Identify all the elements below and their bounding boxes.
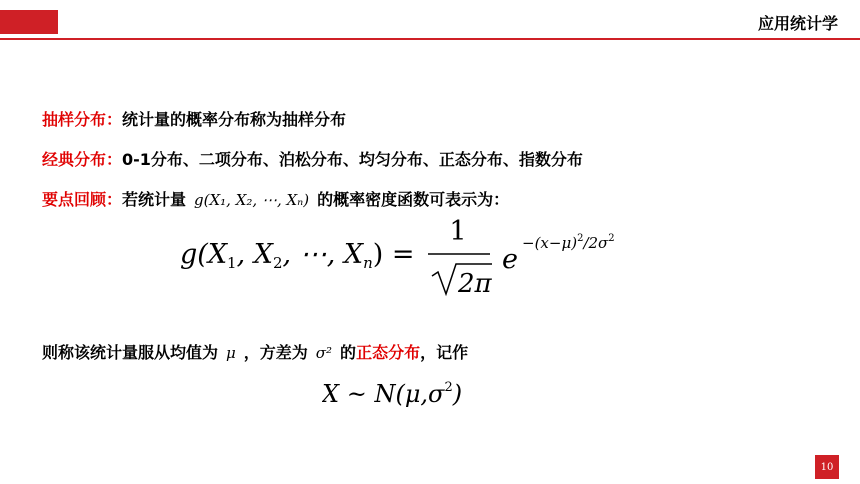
line-classic-distributions bbox=[42, 147, 583, 170]
normal-distribution-highlight: 正态分布 bbox=[356, 343, 421, 362]
line-text-after: 的概率密度函数可表示为： bbox=[317, 190, 510, 209]
mu-symbol: μ bbox=[226, 344, 236, 362]
line-sampling-distribution bbox=[42, 107, 346, 130]
conclusion-text3: 的 bbox=[340, 343, 357, 362]
main-formula bbox=[180, 210, 650, 300]
header-rule bbox=[0, 38, 860, 40]
conclusion-text4: ，记作 bbox=[420, 343, 469, 362]
line-text: 统计量的概率分布称为抽样分布 bbox=[122, 110, 347, 129]
page-number: 10 bbox=[815, 455, 839, 479]
line-text: 0-1分布、二项分布、泊松分布、均匀分布、正态分布、指数分布 bbox=[122, 150, 583, 169]
line-label: 抽样分布： bbox=[42, 110, 123, 129]
line-key-review bbox=[42, 187, 509, 210]
line-label: 要点回顾： bbox=[42, 190, 123, 209]
sub-formula-text: X ~ $N(\mu,\sigma^2)$ bbox=[322, 380, 463, 408]
line-conclusion bbox=[42, 340, 468, 363]
inline-formula: g(X₁, X₂, ⋯, Xₙ) bbox=[194, 191, 310, 209]
formula-exponent: $-(x-\mu)^2/2\sigma^2$ bbox=[522, 233, 615, 252]
header-accent-block bbox=[0, 10, 58, 34]
sigma2-symbol: σ² bbox=[315, 344, 333, 362]
formula-lhs: g(X1, X2, ⋯, Xn) = bbox=[180, 239, 415, 272]
conclusion-text2: ，方差为 bbox=[243, 343, 308, 362]
formula-numerator: 1 bbox=[449, 216, 467, 247]
line-text-before: 若统计量 bbox=[122, 190, 187, 209]
conclusion-text1: 则称该统计量服从均值为 bbox=[42, 343, 219, 362]
formula-base: e bbox=[502, 244, 518, 275]
line-label: 经典分布： bbox=[42, 150, 123, 169]
formula-denominator: 2π bbox=[458, 269, 492, 299]
header-title: 应用统计学 bbox=[757, 14, 838, 33]
sub-formula bbox=[322, 372, 492, 412]
